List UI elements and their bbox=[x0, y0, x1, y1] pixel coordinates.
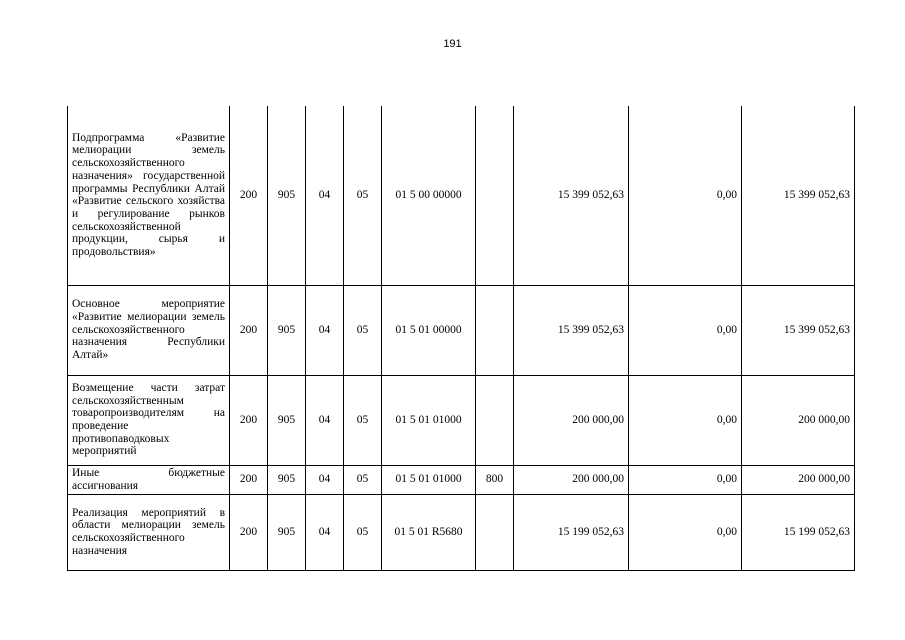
section-code: 04 bbox=[306, 494, 344, 570]
table-row bbox=[68, 494, 855, 570]
target-article: 01 5 01 01000 bbox=[382, 375, 476, 465]
expense-type bbox=[476, 494, 514, 570]
total-value: 15 399 052,63 bbox=[742, 106, 855, 285]
row-name: Основное мероприятие «Развитие мелиорации земель сельскохозяйственного назначения Республики Алтай» bbox=[68, 285, 230, 375]
amount-value: 200 000,00 bbox=[514, 465, 629, 494]
total-value: 200 000,00 bbox=[742, 375, 855, 465]
target-article: 01 5 01 00000 bbox=[382, 285, 476, 375]
section-code: 04 bbox=[306, 285, 344, 375]
row-name: Реализация мероприятий в области мелиорации земель сельскохозяйственного назначения bbox=[68, 494, 230, 570]
expense-type bbox=[476, 285, 514, 375]
row-name: Подпрограмма «Развитие мелиорации земель сельскохозяйственного назначения» государственной программы Республики Алтай «Развитие сельского хозяйства и регулирование рынков сельскохозяйственной продукции, сырья и продовольствия» bbox=[68, 106, 230, 285]
admin-code: 200 bbox=[230, 285, 268, 375]
change-value: 0,00 bbox=[629, 494, 742, 570]
admin-code: 200 bbox=[230, 494, 268, 570]
table-row bbox=[68, 465, 855, 494]
change-value: 0,00 bbox=[629, 106, 742, 285]
subsection-code: 05 bbox=[344, 285, 382, 375]
subsection-code: 05 bbox=[344, 494, 382, 570]
expense-type bbox=[476, 375, 514, 465]
section-code: 04 bbox=[306, 465, 344, 494]
ministry-code: 905 bbox=[268, 494, 306, 570]
admin-code: 200 bbox=[230, 106, 268, 285]
expense-type bbox=[476, 106, 514, 285]
target-article: 01 5 01 01000 bbox=[382, 465, 476, 494]
admin-code: 200 bbox=[230, 375, 268, 465]
section-code: 04 bbox=[306, 106, 344, 285]
budget-table bbox=[67, 106, 855, 571]
row-name: Иные бюджетные ассигнования bbox=[68, 465, 230, 494]
amount-value: 200 000,00 bbox=[514, 375, 629, 465]
target-article: 01 5 01 R5680 bbox=[382, 494, 476, 570]
table-row bbox=[68, 106, 855, 285]
change-value: 0,00 bbox=[629, 285, 742, 375]
amount-value: 15 399 052,63 bbox=[514, 106, 629, 285]
total-value: 15 399 052,63 bbox=[742, 285, 855, 375]
admin-code: 200 bbox=[230, 465, 268, 494]
row-name: Возмещение части затрат сельскохозяйственным товаропроизводителям на проведение противопаводковых мероприятий bbox=[68, 375, 230, 465]
ministry-code: 905 bbox=[268, 465, 306, 494]
amount-value: 15 399 052,63 bbox=[514, 285, 629, 375]
subsection-code: 05 bbox=[344, 465, 382, 494]
page-number: 191 bbox=[443, 38, 462, 50]
target-article: 01 5 00 00000 bbox=[382, 106, 476, 285]
expense-type: 800 bbox=[476, 465, 514, 494]
ministry-code: 905 bbox=[268, 106, 306, 285]
total-value: 15 199 052,63 bbox=[742, 494, 855, 570]
change-value: 0,00 bbox=[629, 375, 742, 465]
subsection-code: 05 bbox=[344, 106, 382, 285]
amount-value: 15 199 052,63 bbox=[514, 494, 629, 570]
subsection-code: 05 bbox=[344, 375, 382, 465]
ministry-code: 905 bbox=[268, 285, 306, 375]
change-value: 0,00 bbox=[629, 465, 742, 494]
total-value: 200 000,00 bbox=[742, 465, 855, 494]
table-row bbox=[68, 285, 855, 375]
section-code: 04 bbox=[306, 375, 344, 465]
table-row bbox=[68, 375, 855, 465]
ministry-code: 905 bbox=[268, 375, 306, 465]
